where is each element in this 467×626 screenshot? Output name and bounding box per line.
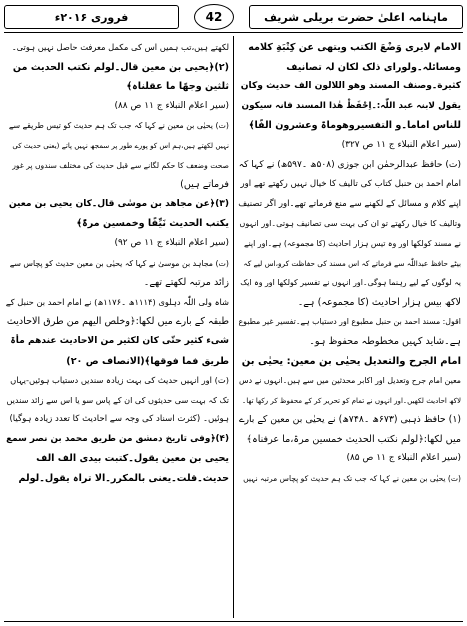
text-line: کثیرة۔وصنف المسند وھو اللالون الف حدیث وکان — [240, 81, 461, 92]
header-rule — [4, 32, 463, 33]
text-line: (۳)﴿عن مجاھد بن موسٰی قال۔کان یحیی بن معین — [8, 198, 229, 209]
text-line: میں لکھا:﴿لولم نکتب الحدیث خمسین مرۃ،ما عرفناہ﴾ — [246, 433, 461, 445]
text-line: (سیر اعلام النبلاء ج ۱۱ ص ۸۵) — [346, 453, 461, 464]
column-divider — [233, 36, 234, 618]
magazine-title: ماہنامہ اعلیٰ حضرت بریلی شریف — [249, 5, 463, 29]
text-line: (ت) مجاہد بن موسیٰ نے کہا کہ یحیٰی بن معین حدیث کو پچاس سے — [9, 258, 229, 268]
text-line: لاکھ بیس ہزار احادیث (کا مجموعہ) ہے۔ — [297, 296, 461, 308]
text-line: شاہ ولی اللّٰہ دہلوی (۱۱۱۴ھ ۔۱۱۷۶ھ) نے امام احمد بن حنبل کے — [6, 296, 229, 307]
text-line: (ت) اور انہیں حدیث کی بہت زیادہ سندیں دستیاب ہوئیں-یہاں — [10, 375, 229, 386]
text-line: یکتب الحدیث نَیِّفًا وخمسین مرۃً﴾ — [76, 218, 229, 230]
text-line: ہوئیں۔ (کثرت اسناد کی وجہ سے احادیث کا تعدد زیادہ ہوگیا) — [9, 414, 229, 425]
text-line: الامام لایری وَضْعَ الکتب ویتھی عن کِتْبَةِ کلامه — [248, 42, 461, 53]
text-line: طبقہ کے بارے میں لکھا:﴿وخلص الیھم من طرق الاحادیث — [6, 316, 229, 328]
text-line: نے مسند کولکھا اور وہ تیس ہزار احادیث (کا مجموعہ) ہے۔اور اپنے — [243, 238, 461, 248]
text-line: شیء کثیر حتّی کان لکثیر من الاحادیث عندھم مأۃ — [10, 335, 229, 346]
text-line: یحیی بن معین یقول۔کتبت بیدی الف الف — [36, 453, 229, 465]
text-line: صحت وضعف کا حکم لگانے سے قبل حدیث کی مختلف سندوں پر غور — [12, 160, 229, 170]
text-line: فرماتے ہیں) — [180, 179, 229, 191]
footer-rule — [4, 621, 463, 622]
text-line: (ت) یحیٰی بن معین نے کہا کہ جب تک ہم حدیث کو پچاس مرتبہ نہیں — [243, 474, 461, 484]
right-text-column — [238, 38, 461, 618]
text-line: یقول لابنہ عبد اللّٰہ:۔اِحْفَظْ ھٰذا المسند فانہ سیکون — [241, 100, 461, 111]
text-line: ومسائلہ۔ولورای ذلک لکان لہ تصانیف — [286, 61, 461, 73]
text-line: (۲)﴿یحیی بن معین قال۔لولم نکتب الحدیث من — [12, 61, 229, 73]
page-header — [4, 2, 463, 32]
text-line: اقول: مسند احمد بن حنبل مطبوع اور دستیاب ہے۔تفسیر غیر مطبوع — [238, 317, 461, 327]
text-line: ہے۔شاید کہیں مخطوطہ محفوظ ہو۔ — [309, 335, 461, 347]
left-text-column — [6, 38, 229, 618]
text-line: حدیث۔قلت۔یعنی بالمکرر۔الا تراہ یقول۔لولم — [18, 473, 229, 485]
text-line: اپنے کلام و مسائل کے لکھنے سے منع فرماتے تھے۔اور اگر تصنیف — [238, 198, 461, 209]
text-line: (۴)﴿وفی تاریخ دمشق من طریق محمد بن نصر سمع — [6, 433, 229, 444]
page-number: 42 — [194, 4, 234, 30]
text-line: لاکھ احادیث لکھیں۔اور انہوں نے تمام کو تحریر کر کے محفوظ کر رکھا تھا۔ — [242, 395, 461, 405]
text-line: نہیں لکھتے ہیں،ہم اس کو پورے طور پر سمجھ نہیں پاتے (یعنی حدیث کی — [12, 140, 229, 150]
issue-date: فروری ۲۰۱۶ء — [4, 5, 179, 29]
text-line: امام احمد بن حنبل کتاب کی تالیف کا خیال نہیں رکھتے تھے اور — [240, 179, 461, 190]
text-line: معین امام جرح وتعدیل اور اکابر محدثین میں سے ہیں۔انہوں نے دس — [239, 376, 461, 386]
text-line: (سیر اعلام النبلاء ج ۱۱ ص ۳۲۷) — [341, 139, 461, 150]
text-line: (سیر اعلام النبلاء ج ۱۱ ص ۸۸) — [114, 100, 229, 111]
text-line: (ت) حافظ عبدالرحمٰن ابن جوزی (۵۰۸ھ ۔۵۹۷ھ) نے کہا کہ — [238, 159, 461, 170]
text-line: لکھتے ہیں،تب ہمیں اس کی مکمل معرفت حاصل نہیں ہوتی۔ — [11, 42, 229, 52]
text-line: بیٹے حافظ عبداللّٰہ سے فرماتے کہ اس مسند کی حفاظت کرو،اس لیے کہ — [243, 258, 461, 268]
text-line: ثلثین وجھًا ما عقلناہ﴾ — [126, 81, 229, 93]
text-line: زائد مرتبہ لکھتے تھے۔ — [143, 277, 229, 289]
text-line: (سیر اعلام النبلاء ج ۱۱ ص ۹۲) — [114, 237, 229, 248]
text-line: (ت) یحیٰی بن معین نے کہا کہ جب تک ہم حدیث کو تیس طریقے سے — [8, 121, 229, 131]
text-line: یہ لوگوں کے لیے رہنما ہوگی۔اور انہوں نے تفسیر کولکھا اور وہ ایک — [240, 278, 461, 288]
text-line: تک کہ بہت سی حدیثوں کی ان کے پاس سو یا اس سے زائد سندیں — [6, 394, 229, 405]
text-line: (۱) حافظ ذہبی (۶۷۳ھ ۔۷۴۸ھ) نے یحیٰی بن معین کے بارے — [238, 414, 461, 426]
text-line: طریق فما فوقھا﴾(الانصاف ص ۲۰) — [66, 355, 229, 367]
text-line: امام الجرح والتعدیل یحیٰی بن معین: یحیٰی بن — [241, 355, 461, 367]
text-line: للناس اماما۔و التفسیروھوماۃ وعشرون الفًا﴾ — [248, 120, 461, 132]
text-line: وتالیف کا خیال رکھتے تو ان کی بہت سی تصانیف ہوتی۔اور انہوں — [239, 218, 461, 229]
